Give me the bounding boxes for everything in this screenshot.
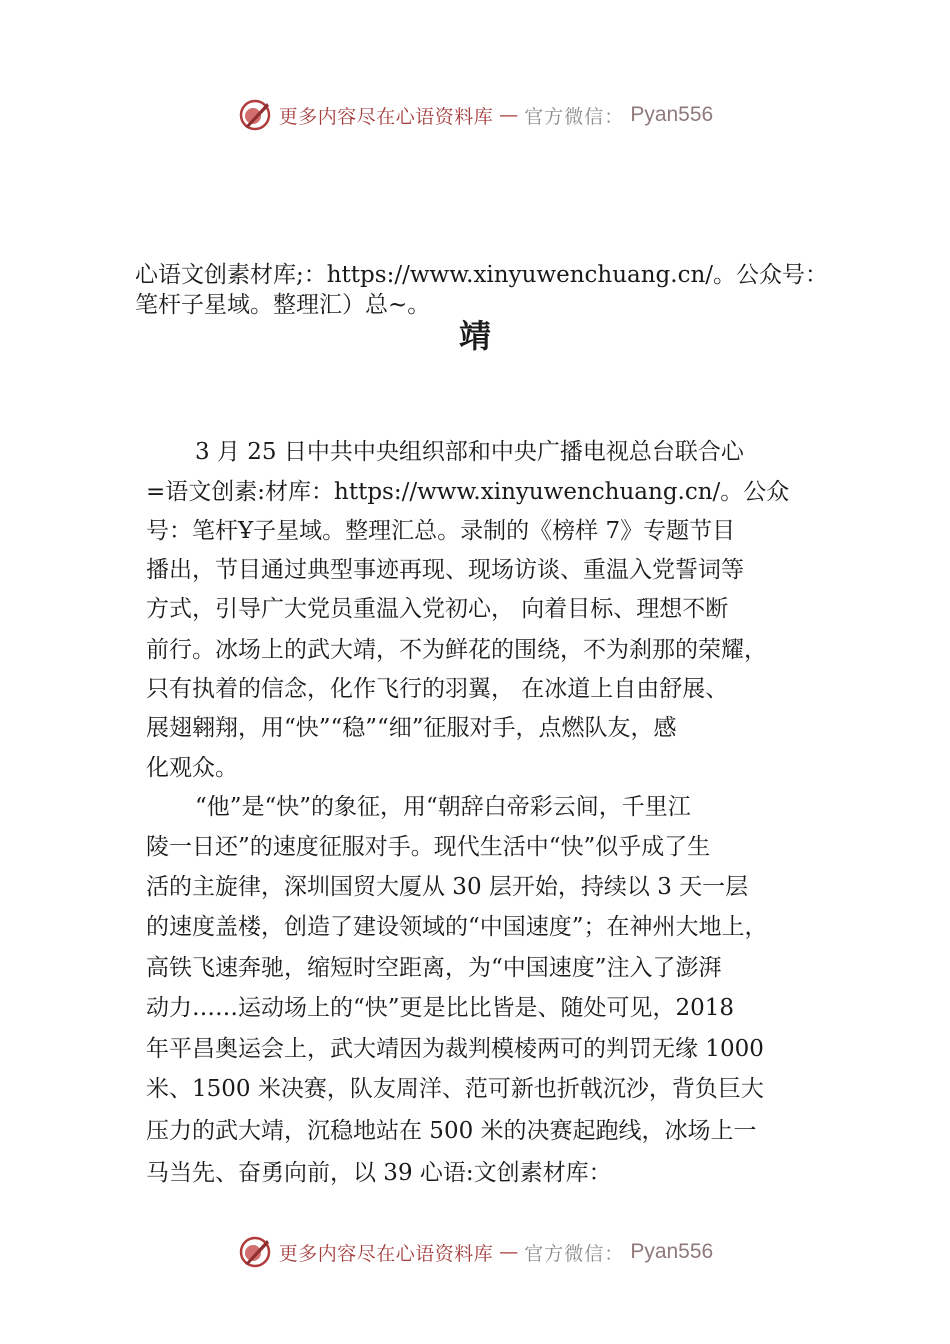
banner-wechat-label: 官方微信：	[524, 105, 625, 128]
body-line: 高铁飞速奔驰，缩短时空距离，为“中国速度”注入了澎湃	[146, 955, 722, 981]
body-line: 前行。冰场上的武大靖，不为鲜花的围绕，不为刹那的荣耀，	[146, 637, 767, 663]
body-line: 活的主旋律，深圳国贸大厦从 30 层开始，持续以 3 天一层	[146, 874, 749, 900]
body-line: 动力……运动场上的“快”更是比比皆是、随处可见，2018	[146, 995, 735, 1021]
body-line: 压力的武大靖，沉稳地站在 500 米的决赛起跑线，冰场上一	[146, 1118, 757, 1144]
body-line: 马当先、奋勇向前，以 39 心语:文创素材库：	[146, 1160, 612, 1186]
body-line: 年平昌奥运会上，武大靖因为裁判模棱两可的判罚无缘 1000	[146, 1036, 764, 1062]
body-line: 播出，节目通过典型事迹再现、现场访谈、重温入党誓词等	[146, 557, 744, 583]
page-title: 靖	[458, 317, 491, 355]
quill-logo-icon	[237, 97, 273, 133]
body-line: 米、1500 米决赛，队友周洋、范可新也折戟沉沙，背负巨大	[146, 1076, 764, 1102]
bottom-banner	[0, 1232, 950, 1272]
body-line: 展翅翱翔，用“快”“稳”“细”征服对手，点燃队友，感	[146, 715, 677, 741]
body-line: 陵一日还”的速度征服对手。现代生活中“快”似乎成了生	[146, 834, 711, 860]
banner-dash: —	[499, 1241, 519, 1263]
body-line: 的速度盖楼，创造了建设领域的“中国速度”；在神州大地上，	[146, 914, 768, 940]
banner-wechat-id: Pyan556	[630, 103, 714, 126]
body-line: 号：笔杆Ұ子星域。整理汇总。录制的《榜样 7》专题节目	[146, 518, 736, 544]
banner-wechat-label: 官方微信：	[524, 1242, 625, 1265]
quill-logo-icon	[237, 1234, 273, 1270]
header-line-1: 心语文创素材库;：https://www.xinyuwenchuang.cn/。公众号：	[135, 262, 829, 288]
body-line: =语文创素:材库：https://www.xinyuwenchuang.cn/。公众	[146, 479, 790, 505]
body-line: “他”是“快”的象征，用“朝辞白帝彩云间，千里江	[195, 794, 691, 820]
banner-text: 更多内容尽在心语资料库	[278, 105, 494, 128]
top-banner	[0, 95, 950, 135]
banner-text: 更多内容尽在心语资料库	[278, 1242, 494, 1265]
body-line: 方式，引导广大党员重温入党初心， 向着目标、理想不断	[146, 596, 729, 622]
body-line: 只有执着的信念，化作飞行的羽翼， 在冰道上自由舒展、	[146, 676, 729, 702]
body-line: 化观众。	[146, 755, 238, 781]
banner-wechat-id: Pyan556	[630, 1240, 714, 1263]
banner-dash: —	[499, 104, 519, 126]
body-line: 3 月 25 日中共中央组织部和中央广播电视总台联合心	[195, 439, 744, 465]
header-line-2: 笔杆子星域。整理汇）总~。	[135, 292, 431, 318]
